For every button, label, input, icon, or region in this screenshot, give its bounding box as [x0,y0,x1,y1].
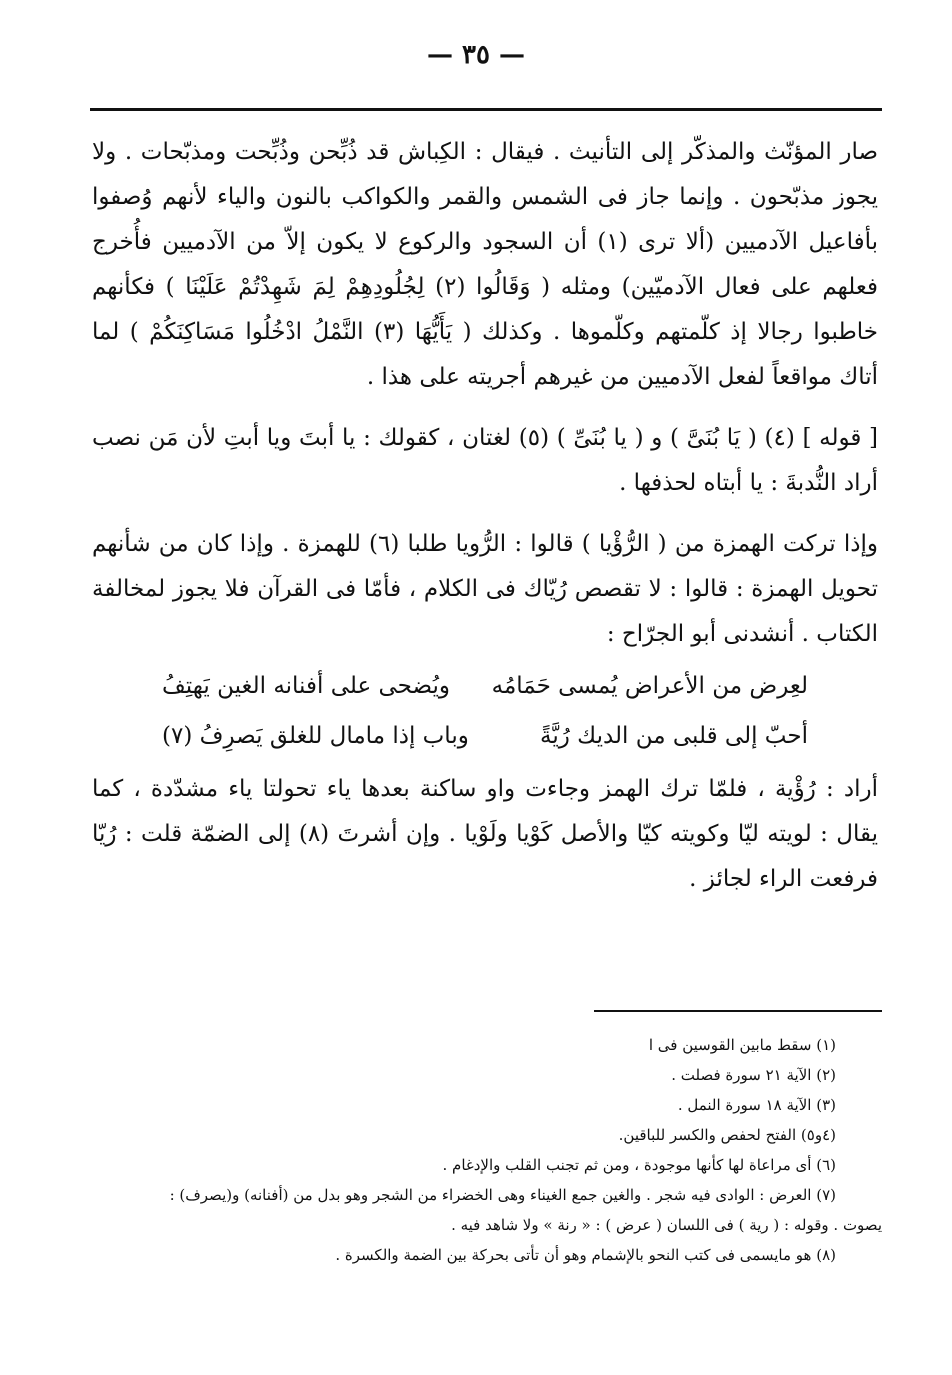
footnote: (٨) هو مايسمى فى كتب النحو بالإشمام وهو أن تأتى بحركة بين الضمة والكسرة . [335,1246,836,1264]
header-rule [90,108,882,111]
main-text [92,130,878,902]
footnote-rule [594,1010,882,1012]
poem-verse [162,711,808,761]
footnotes [92,1030,882,1270]
footnote: (٧) العرض : الوادى فيه شجر . والغين جمع الغيناء وهى الخضراء من الشجر وهو بدل من (أفنانه) و(يصرف) : [169,1186,836,1204]
paragraph: [ قوله ] (٤) ( يَا بُنَىَّ ) و ( يا بُنَىِّ ) (٥) لغتان ، كقولك : يا أبتَ ويا أبتِ لأن مَن نصب أراد النُّدبةَ : يا أبتاه لحذفها . [92,425,878,496]
footnote: (٤و٥) الفتح لحفص والكسر للباقين. [618,1126,836,1144]
page-number: — ٣٥ — [426,40,526,70]
verse-first-hemistich: أحبّ إلى قلبى من الديك رُيَّةً [540,723,808,749]
footnote: (٢) الآية ٢١ سورة فصلت . [671,1066,836,1084]
footnote-continuation: يصوت . وقوله : ( رية ) فى اللسان ( عرض ) : « رنة » ولا شاهد فيه . [451,1216,882,1234]
verse-second-hemistich: وباب إذا مامال للغلق يَصرِفُ (٧) [162,723,469,749]
paragraph: صار المؤنّث والمذكّر إلى التأنيث . فيقال : الكِباش قد ذُبِّحن وذُبِّحت ومذبّحات . ولا يجوز مذبّحون . وإنما جاز فى الشمس والقمر والكواكب بالنون والياء لأنهم وُصفوا بأفاعيل الآدميين (ألا ترى (١) أن السجود والركوع لا يكون إلاّ من الآدميين فأُخرج فعلهم على فعال الآدميّين) ومثله ( وَقَالُوا (٢) لِجُلُودِهِمْ لِمَ شَهِدْتُمْ عَلَيْنَا ) فكأنهم خاطبوا رجالا إذ كلّمتهم وكلّموها . وكذلك ( يَأَيُّهَا (٣) النَّمْلُ ادْخُلُوا مَسَاكِنَكُمْ ) لما أتاك مواقعاً لفعل الآدميين من غيرهم أجريته على هذا . [92,139,879,390]
verse-second-hemistich: ويُضحى على أفنانه الغين يَهتِفُ [162,673,450,699]
verse-first-hemistich: لعِرض من الأعراض يُمسى حَمَامُه [491,673,808,699]
poem-verse [162,661,808,711]
poem-verses [92,661,878,761]
footnote: (٣) الآية ١٨ سورة النمل . [677,1096,836,1114]
footnote: (٦) أى مراعاة لها كأنها موجودة ، ومن ثم تجنب القلب والإدغام . [442,1156,836,1174]
footnote: (١) سقط مابين القوسين فى ا [648,1036,836,1054]
paragraph: أراد : رُؤْية ، فلمّا ترك الهمز وجاءت واو ساكنة بعدها ياء تحولتا ياء مشدّدة ، كما يقال : لويته ليّا وكويته كيّا والأصل كَوْيا ولَوْيا . وإن أشرتَ (٨) إلى الضمّة قلت : رُيّا فرفعت الراء لجائز . [92,776,878,892]
paragraph: وإذا تركت الهمزة من ( الرُّؤْيا ) قالوا : الرُّويا طلبا (٦) للهمزة . وإذا كان من شأنهم تحويل الهمزة : قالوا : لا تقصص رُيّاك فى الكلام ، فأمّا فى القرآن فلا يجوز لمخالفة الكتاب . أنشدنى أبو الجرّاح : [92,531,878,647]
